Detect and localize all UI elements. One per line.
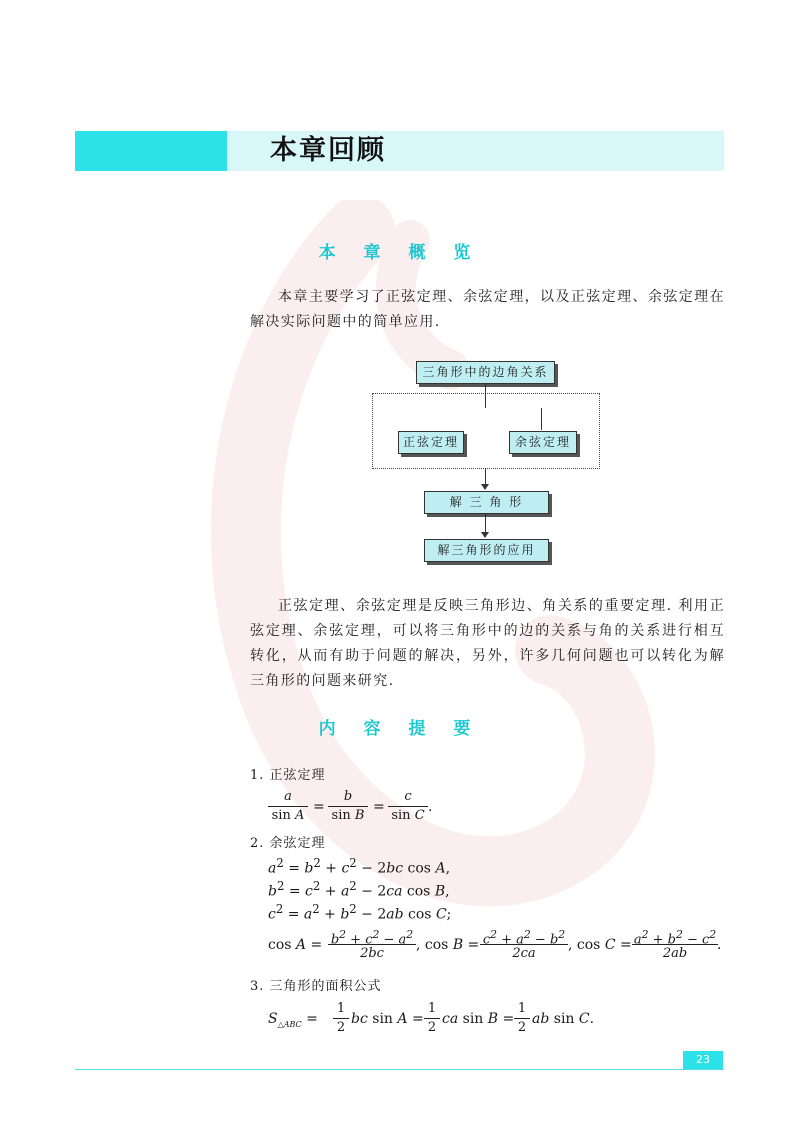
node-sine-law: 正弦定理 — [398, 431, 464, 454]
cosine-law-c: $c^2 = a^2 + b^2 - 2ab$ cos C; — [268, 902, 452, 923]
equals-sign: = — [313, 799, 325, 815]
connector-line — [541, 408, 542, 430]
equals-sign: = — [373, 799, 385, 815]
fraction: $b^2 + c^2 - a^2$ 2bc — [328, 926, 416, 963]
item-cosine-law: 2. 余弦定理 — [250, 836, 326, 851]
cos-a-label: cos A = — [268, 937, 323, 953]
fraction: a sin A — [268, 788, 308, 825]
page-number: 23 — [683, 1051, 723, 1069]
summary-paragraph: 正弦定理、余弦定理是反映三角形边、角关系的重要定理. 利用正弦定理、余弦定理，可以将三角形中的边的关系与角的关系进行相互转化，从而有助于问题的解决，另外，许多几何问题也可以转化为解三角形的问题来研究. — [250, 598, 725, 689]
fraction: 1 2 — [333, 1000, 349, 1037]
overview-intro: 本章主要学习了正弦定理、余弦定理，以及正弦定理、余弦定理在解决实际问题中的简单应用. — [250, 289, 725, 330]
fraction: 1 2 — [424, 1000, 440, 1037]
connector-line — [485, 383, 486, 408]
cosine-law-a: $a^2 = b^2 + c^2 - 2bc$ cos A, — [268, 856, 451, 877]
chapter-title: 本章回顾 — [270, 135, 386, 166]
node-triangle-relations: 三角形中的边角关系 — [416, 361, 555, 384]
area-term-a: bc sin A = — [351, 1011, 424, 1027]
fraction: $a^2 + b^2 - c^2$ 2ab — [633, 928, 717, 961]
cos-b-label: , cos B = — [416, 937, 480, 953]
item-sine-law: 1. 正弦定理 — [250, 768, 326, 783]
area-term-c: ab sin C. — [532, 1011, 595, 1027]
footer-rule — [75, 1069, 724, 1070]
fraction: b sin B — [328, 788, 368, 825]
fraction: $c^2 + a^2 - b^2$ 2ca — [480, 926, 568, 963]
period: . — [717, 937, 722, 953]
contents-title: 内 容 提 要 — [318, 719, 482, 739]
node-cosine-law: 余弦定理 — [509, 431, 577, 454]
fraction: 1 2 — [514, 1000, 530, 1037]
overview-title: 本 章 概 览 — [318, 243, 482, 263]
arrow-down-icon — [481, 484, 489, 490]
connector-line — [485, 514, 486, 534]
fraction: c sin C — [388, 788, 428, 825]
arrow-down-icon — [481, 532, 489, 538]
node-solve-triangle: 解 三 角 形 — [424, 491, 549, 514]
chapter-header — [75, 131, 724, 171]
area-term-b: ca sin B = — [442, 1011, 515, 1027]
item-area-formula: 3. 三角形的面积公式 — [250, 979, 382, 994]
cos-c-label: , cos C = — [568, 937, 632, 953]
header-accent-block — [75, 131, 227, 171]
period: . — [428, 799, 433, 815]
area-label: $S_{\triangle ABC}$ = — [268, 1011, 318, 1029]
cosine-law-b: $b^2 = c^2 + a^2 - 2ca$ cos B, — [268, 879, 450, 900]
node-applications: 解三角形的应用 — [424, 539, 549, 562]
